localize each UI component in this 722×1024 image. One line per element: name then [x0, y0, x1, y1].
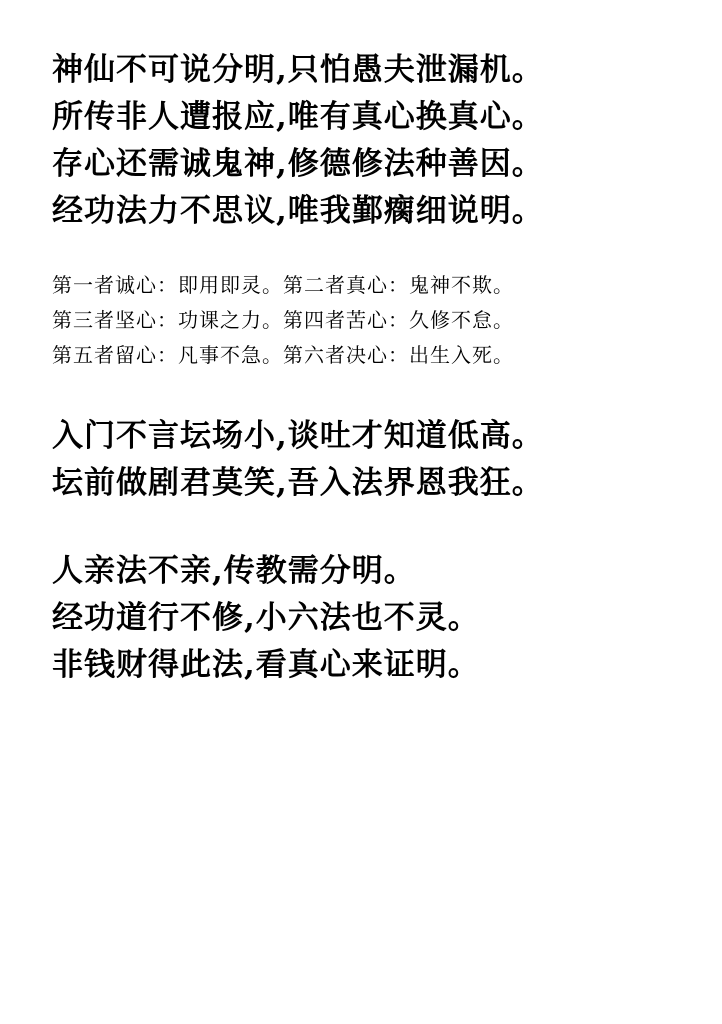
poem-line: 存心还需诚鬼神,修德修法种善因。 [52, 146, 544, 182]
poem-line: 经功法力不思议,唯我鄞瘸细说明。 [52, 193, 544, 229]
poem-line: 入门不言坛场小,谈吐才知道低高。 [52, 418, 544, 454]
poem-line: 人亲法不亲,传教需分明。 [52, 553, 416, 589]
rule-line: 第五者留心：凡事不急。第六者决心：出生入死。 [52, 343, 514, 367]
rule-line: 第三者坚心：功课之力。第四者苦心：久修不怠。 [52, 308, 514, 332]
poem-line: 所传非人遭报应,唯有真心换真心。 [52, 99, 544, 135]
poem-stanza-2 [52, 413, 692, 507]
six-hearts-list [52, 268, 692, 373]
poem-line: 神仙不可说分明,只怕愚夫泄漏机。 [52, 52, 544, 88]
poem-stanza-3 [52, 548, 692, 689]
rule-line: 第一者诚心：即用即灵。第二者真心：鬼神不欺。 [52, 273, 514, 297]
poem-line: 非钱财得此法,看真心来证明。 [52, 647, 480, 683]
poem-line: 坛前做剧君莫笑,吾入法界恩我狂。 [52, 465, 544, 501]
poem-stanza-1 [52, 47, 692, 235]
poem-line: 经功道行不修,小六法也不灵。 [52, 600, 480, 636]
